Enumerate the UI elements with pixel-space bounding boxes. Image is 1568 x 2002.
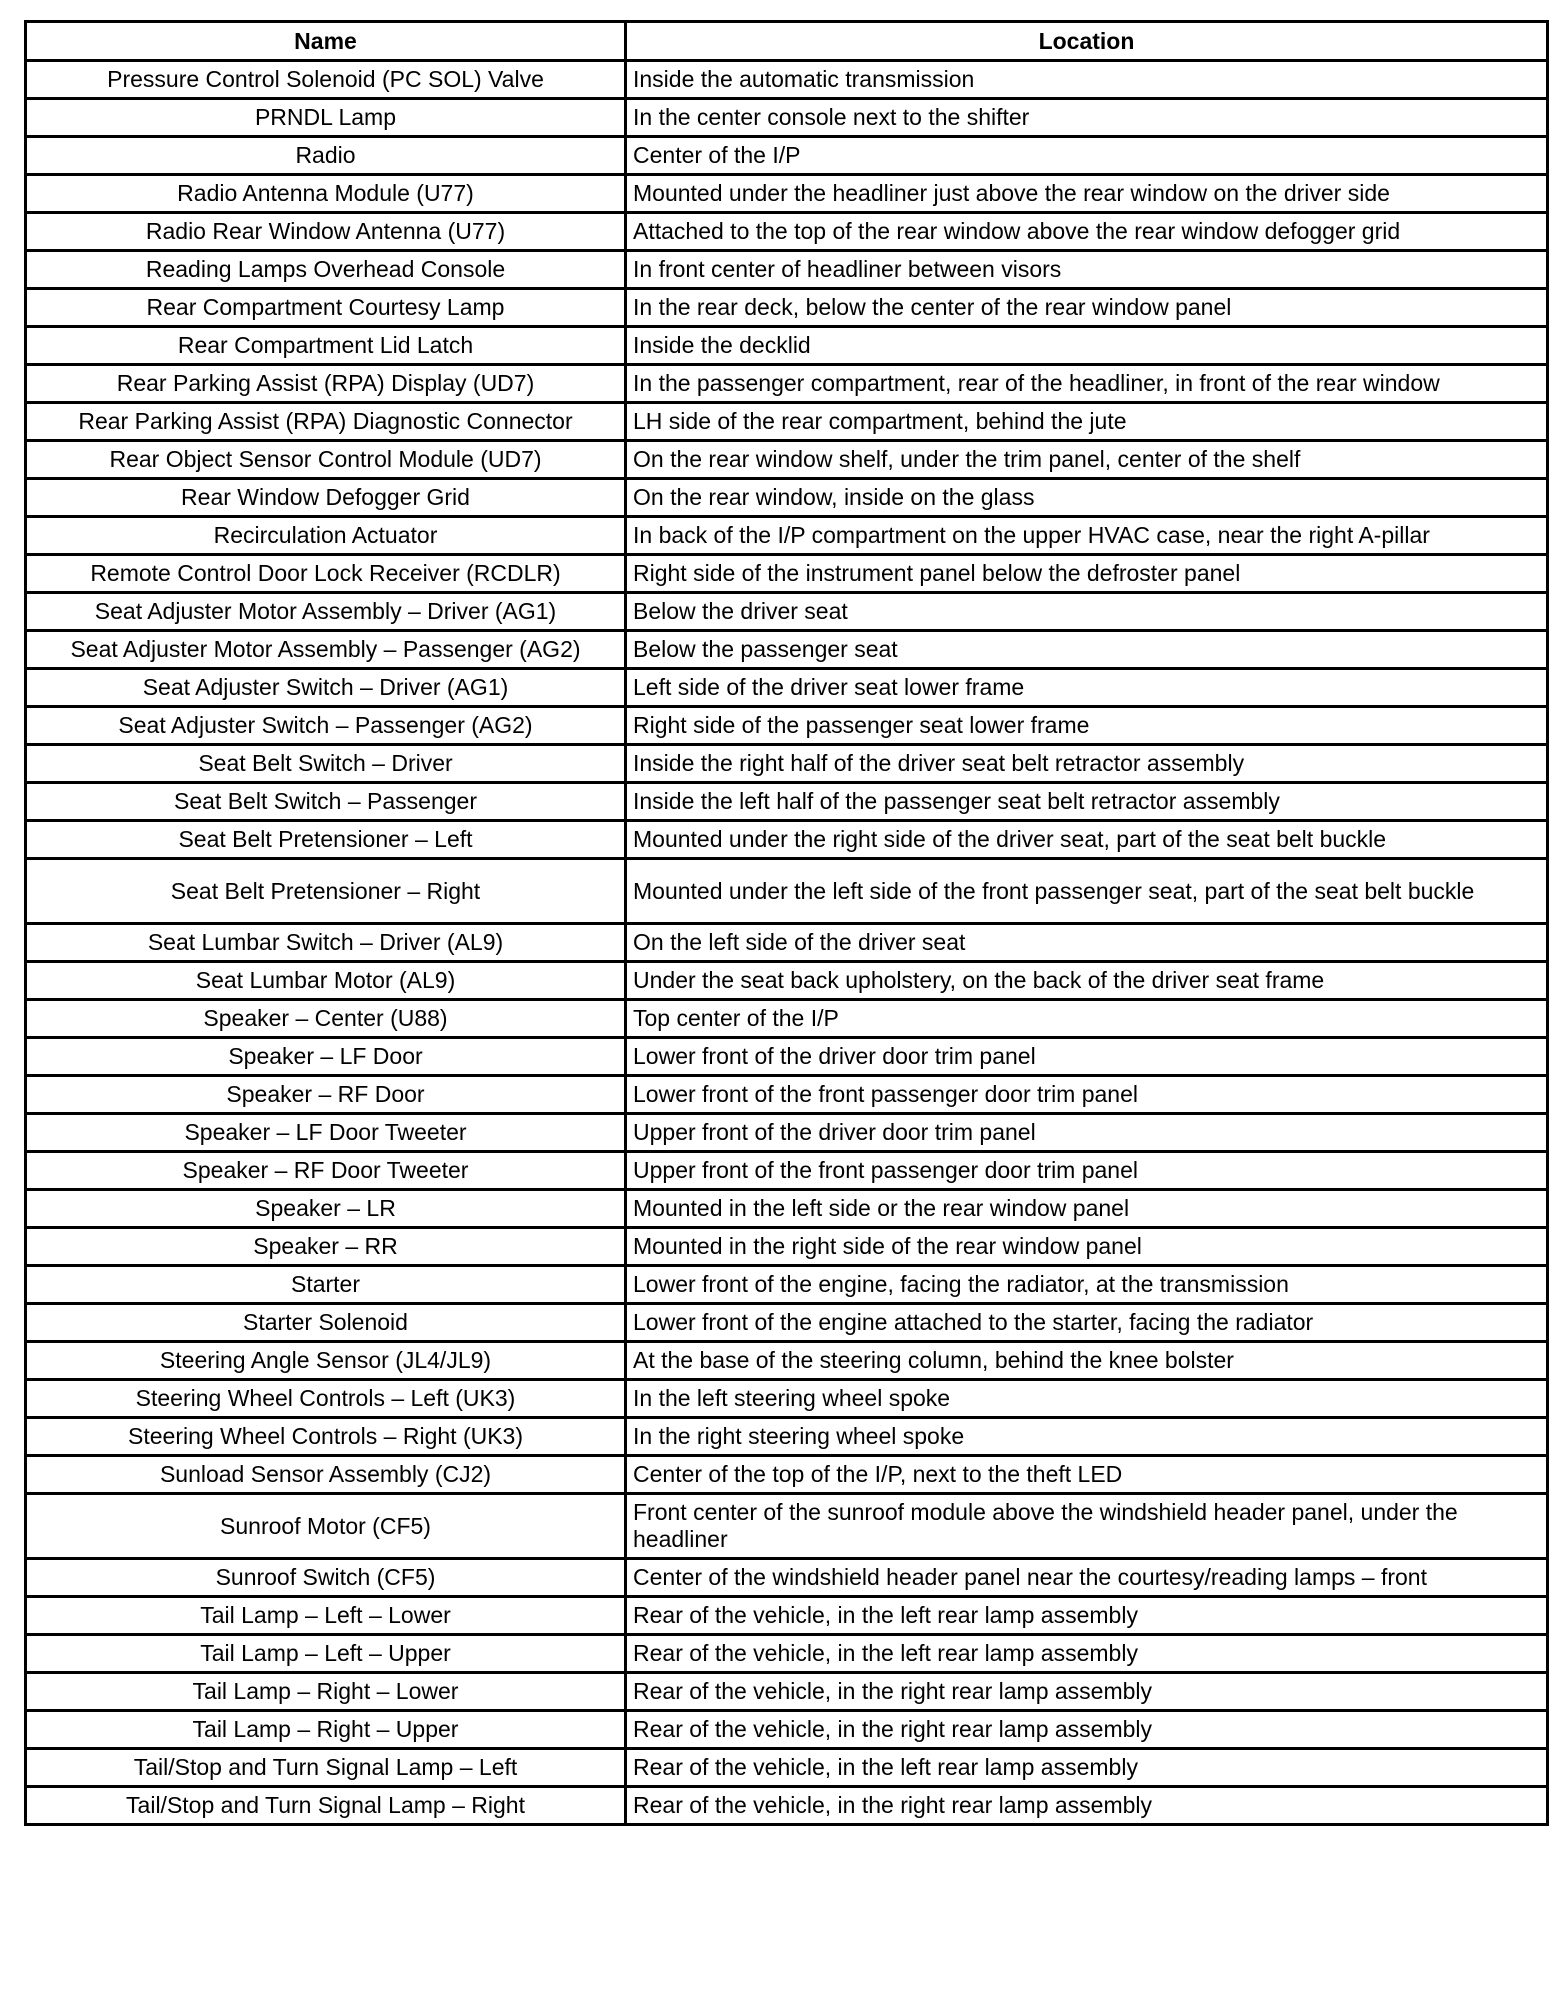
table-row — [26, 289, 1548, 327]
component-location-cell: Rear of the vehicle, in the right rear lamp assembly — [626, 1673, 1548, 1711]
table-row — [26, 783, 1548, 821]
table-row — [26, 99, 1548, 137]
component-location-cell: On the left side of the driver seat — [626, 924, 1548, 962]
component-location-cell: Lower front of the engine, facing the radiator, at the transmission — [626, 1266, 1548, 1304]
header-row — [26, 22, 1548, 61]
table-row — [26, 1559, 1548, 1597]
component-name-cell: Sunroof Motor (CF5) — [26, 1494, 626, 1559]
component-location-cell: Lower front of the driver door trim panel — [626, 1038, 1548, 1076]
component-location-cell: Top center of the I/P — [626, 1000, 1548, 1038]
component-name-cell: Tail Lamp – Left – Lower — [26, 1597, 626, 1635]
component-name-cell: Steering Wheel Controls – Left (UK3) — [26, 1380, 626, 1418]
component-name-cell: Seat Adjuster Motor Assembly – Driver (AG1) — [26, 593, 626, 631]
table-body — [26, 61, 1548, 1825]
component-name-cell: Steering Wheel Controls – Right (UK3) — [26, 1418, 626, 1456]
component-name-cell: Radio Rear Window Antenna (U77) — [26, 213, 626, 251]
table-row — [26, 745, 1548, 783]
component-location-cell: In front center of headliner between visors — [626, 251, 1548, 289]
table-row — [26, 1152, 1548, 1190]
component-location-cell: Rear of the vehicle, in the left rear lamp assembly — [626, 1597, 1548, 1635]
table-row — [26, 1597, 1548, 1635]
table-row — [26, 479, 1548, 517]
component-location-cell: Under the seat back upholstery, on the back of the driver seat frame — [626, 962, 1548, 1000]
component-location-cell: Right side of the passenger seat lower frame — [626, 707, 1548, 745]
component-location-cell: Left side of the driver seat lower frame — [626, 669, 1548, 707]
component-location-cell: Inside the decklid — [626, 327, 1548, 365]
component-location-cell: Mounted under the left side of the front passenger seat, part of the seat belt buckle — [626, 859, 1548, 924]
component-location-cell: LH side of the rear compartment, behind the jute — [626, 403, 1548, 441]
component-location-cell: On the rear window shelf, under the trim panel, center of the shelf — [626, 441, 1548, 479]
table-row — [26, 924, 1548, 962]
component-location-cell: Upper front of the driver door trim panel — [626, 1114, 1548, 1152]
component-location-cell: In the center console next to the shifter — [626, 99, 1548, 137]
component-location-cell: Rear of the vehicle, in the left rear lamp assembly — [626, 1749, 1548, 1787]
component-name-cell: Seat Belt Pretensioner – Right — [26, 859, 626, 924]
component-location-cell: Mounted in the left side or the rear window panel — [626, 1190, 1548, 1228]
component-name-cell: Pressure Control Solenoid (PC SOL) Valve — [26, 61, 626, 99]
component-location-cell: Inside the left half of the passenger seat belt retractor assembly — [626, 783, 1548, 821]
component-name-cell: Seat Belt Switch – Driver — [26, 745, 626, 783]
table-row — [26, 1380, 1548, 1418]
component-location-cell: Below the driver seat — [626, 593, 1548, 631]
component-name-cell: Seat Adjuster Motor Assembly – Passenger (AG2) — [26, 631, 626, 669]
component-name-cell: Radio Antenna Module (U77) — [26, 175, 626, 213]
component-name-cell: Rear Object Sensor Control Module (UD7) — [26, 441, 626, 479]
table-row — [26, 517, 1548, 555]
table-row — [26, 1635, 1548, 1673]
component-location-cell: Lower front of the front passenger door trim panel — [626, 1076, 1548, 1114]
component-name-cell: Seat Lumbar Switch – Driver (AL9) — [26, 924, 626, 962]
table-row — [26, 1038, 1548, 1076]
table-row — [26, 1266, 1548, 1304]
component-location-cell: Right side of the instrument panel below the defroster panel — [626, 555, 1548, 593]
component-location-document — [24, 20, 1546, 1826]
component-location-cell: In the right steering wheel spoke — [626, 1418, 1548, 1456]
component-location-cell: In the passenger compartment, rear of the headliner, in front of the rear window — [626, 365, 1548, 403]
component-name-cell: PRNDL Lamp — [26, 99, 626, 137]
table-row — [26, 669, 1548, 707]
component-name-cell: Rear Parking Assist (RPA) Display (UD7) — [26, 365, 626, 403]
component-name-cell: Radio — [26, 137, 626, 175]
table-row — [26, 251, 1548, 289]
table-row — [26, 61, 1548, 99]
component-location-cell: Inside the automatic transmission — [626, 61, 1548, 99]
table-row — [26, 1749, 1548, 1787]
component-location-cell: In back of the I/P compartment on the upper HVAC case, near the right A-pillar — [626, 517, 1548, 555]
component-name-cell: Seat Belt Pretensioner – Left — [26, 821, 626, 859]
component-name-cell: Speaker – RF Door Tweeter — [26, 1152, 626, 1190]
component-location-cell: Center of the I/P — [626, 137, 1548, 175]
component-name-cell: Speaker – LF Door — [26, 1038, 626, 1076]
component-name-cell: Sunroof Switch (CF5) — [26, 1559, 626, 1597]
component-name-cell: Steering Angle Sensor (JL4/JL9) — [26, 1342, 626, 1380]
component-name-cell: Recirculation Actuator — [26, 517, 626, 555]
component-name-cell: Speaker – LF Door Tweeter — [26, 1114, 626, 1152]
component-name-cell: Rear Compartment Lid Latch — [26, 327, 626, 365]
table-row — [26, 593, 1548, 631]
component-location-cell: Mounted in the right side of the rear window panel — [626, 1228, 1548, 1266]
table-row — [26, 175, 1548, 213]
component-location-cell: Mounted under the headliner just above the rear window on the driver side — [626, 175, 1548, 213]
table-row — [26, 441, 1548, 479]
name-column-header: Name — [26, 22, 626, 61]
component-location-cell: In the rear deck, below the center of the rear window panel — [626, 289, 1548, 327]
component-name-cell: Seat Adjuster Switch – Passenger (AG2) — [26, 707, 626, 745]
table-row — [26, 365, 1548, 403]
table-row — [26, 1787, 1548, 1825]
component-location-cell: Center of the windshield header panel near the courtesy/reading lamps – front — [626, 1559, 1548, 1597]
table-row — [26, 707, 1548, 745]
component-location-cell: Center of the top of the I/P, next to the theft LED — [626, 1456, 1548, 1494]
component-name-cell: Starter Solenoid — [26, 1304, 626, 1342]
table-row — [26, 1076, 1548, 1114]
table-row — [26, 1114, 1548, 1152]
component-name-cell: Seat Lumbar Motor (AL9) — [26, 962, 626, 1000]
table-row — [26, 859, 1548, 924]
table-header — [26, 22, 1548, 61]
table-row — [26, 1190, 1548, 1228]
component-name-cell: Speaker – Center (U88) — [26, 1000, 626, 1038]
component-name-cell: Remote Control Door Lock Receiver (RCDLR) — [26, 555, 626, 593]
table-row — [26, 1000, 1548, 1038]
component-name-cell: Reading Lamps Overhead Console — [26, 251, 626, 289]
table-row — [26, 1711, 1548, 1749]
component-location-cell: In the left steering wheel spoke — [626, 1380, 1548, 1418]
component-location-cell: On the rear window, inside on the glass — [626, 479, 1548, 517]
table-row — [26, 962, 1548, 1000]
component-name-cell: Sunload Sensor Assembly (CJ2) — [26, 1456, 626, 1494]
component-name-cell: Speaker – RF Door — [26, 1076, 626, 1114]
component-location-cell: Lower front of the engine attached to the starter, facing the radiator — [626, 1304, 1548, 1342]
component-name-cell: Tail/Stop and Turn Signal Lamp – Right — [26, 1787, 626, 1825]
location-column-header: Location — [626, 22, 1548, 61]
component-location-table — [24, 20, 1549, 1826]
table-row — [26, 1456, 1548, 1494]
component-location-cell: At the base of the steering column, behind the knee bolster — [626, 1342, 1548, 1380]
component-name-cell: Tail/Stop and Turn Signal Lamp – Left — [26, 1749, 626, 1787]
component-name-cell: Tail Lamp – Right – Upper — [26, 1711, 626, 1749]
table-row — [26, 631, 1548, 669]
component-location-cell: Inside the right half of the driver seat belt retractor assembly — [626, 745, 1548, 783]
table-row — [26, 137, 1548, 175]
table-row — [26, 213, 1548, 251]
table-row — [26, 403, 1548, 441]
component-location-cell: Attached to the top of the rear window above the rear window defogger grid — [626, 213, 1548, 251]
table-row — [26, 1418, 1548, 1456]
component-location-cell: Below the passenger seat — [626, 631, 1548, 669]
component-name-cell: Seat Belt Switch – Passenger — [26, 783, 626, 821]
table-row — [26, 821, 1548, 859]
component-location-cell: Front center of the sunroof module above the windshield header panel, under the headliner — [626, 1494, 1548, 1559]
component-name-cell: Tail Lamp – Left – Upper — [26, 1635, 626, 1673]
table-row — [26, 1342, 1548, 1380]
table-row — [26, 555, 1548, 593]
table-row — [26, 1673, 1548, 1711]
component-name-cell: Rear Parking Assist (RPA) Diagnostic Connector — [26, 403, 626, 441]
component-name-cell: Speaker – LR — [26, 1190, 626, 1228]
component-location-cell: Rear of the vehicle, in the right rear lamp assembly — [626, 1711, 1548, 1749]
table-row — [26, 327, 1548, 365]
component-location-cell: Rear of the vehicle, in the left rear lamp assembly — [626, 1635, 1548, 1673]
component-name-cell: Rear Window Defogger Grid — [26, 479, 626, 517]
component-location-cell: Upper front of the front passenger door trim panel — [626, 1152, 1548, 1190]
table-row — [26, 1494, 1548, 1559]
component-location-cell: Mounted under the right side of the driver seat, part of the seat belt buckle — [626, 821, 1548, 859]
component-location-cell: Rear of the vehicle, in the right rear lamp assembly — [626, 1787, 1548, 1825]
component-name-cell: Seat Adjuster Switch – Driver (AG1) — [26, 669, 626, 707]
component-name-cell: Tail Lamp – Right – Lower — [26, 1673, 626, 1711]
component-name-cell: Speaker – RR — [26, 1228, 626, 1266]
table-row — [26, 1304, 1548, 1342]
table-row — [26, 1228, 1548, 1266]
component-name-cell: Rear Compartment Courtesy Lamp — [26, 289, 626, 327]
component-name-cell: Starter — [26, 1266, 626, 1304]
